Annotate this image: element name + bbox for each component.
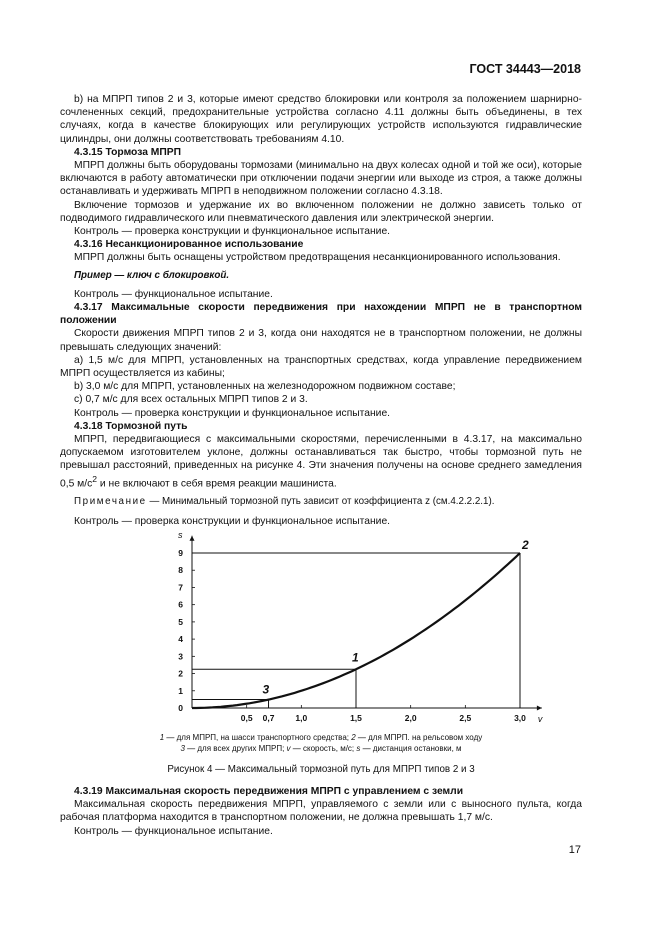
legend-2-key: 2 — (351, 733, 369, 742)
note-label: Примечание (74, 496, 147, 508)
y-tick-label: 8 (178, 565, 183, 576)
paragraph-brakes-2: Включение тормозов и удержание их во включенном положении не должно зависеть только от подводимого гидравлического или пневматического давления или электрической энергии. (60, 199, 582, 224)
y-tick-label: 2 (178, 668, 183, 679)
page-number: 17 (568, 844, 581, 856)
braking-text-pre: МПРП, передвигающиеся с максимальными скоростями, перечисленными в 4.3.17, на максимально допускаемом изготовителем уклоне, должны останавливаться так быстро, чтобы тормозной путь не превышал расстояний, приведенных на рисунке 4. Эти значения получены на основе среднего замедления 0,5 м/с (60, 434, 582, 490)
legend-1-key: 1 — (159, 733, 177, 742)
legend-line-1 (60, 732, 582, 743)
heading-4-3-17: 4.3.17 Максимальные скорости передвижения при нахождении МПРП не в транспортном положении (60, 302, 582, 327)
braking-text-post: и не включают в себя время реакции машиниста. (97, 478, 337, 490)
example-text: Пример — ключ с блокировкой. (74, 269, 230, 281)
x-tick-label: 0,7 (262, 713, 275, 723)
x-axis-label: v (537, 714, 543, 724)
superscript-2: 2 (92, 473, 98, 484)
x-axis-arrow (537, 706, 542, 711)
point-label-2: 2 (522, 538, 529, 552)
x-tick-label: 2,5 (459, 713, 472, 723)
braking-distance-chart (60, 532, 582, 762)
paragraph-speeds: Скорости движения МПРП типов 2 и 3, когда они находятся не в транспортном положении, не должны превышать следующих значений: (60, 328, 582, 353)
paragraph-ground-control: Максимальная скорость передвижения МПРП, управляемого с земли или с выносного пульта, когда рабочая платформа находится в транспортном положении, не должна превышать 1,7 м/с. (60, 799, 582, 824)
y-tick-label: 6 (178, 599, 183, 610)
x-tick-label: 0,5 (240, 713, 253, 723)
y-axis-label: s (178, 532, 183, 540)
figure-legend (60, 732, 582, 754)
y-tick-label: 3 (178, 651, 183, 662)
heading-4-3-16: 4.3.16 Несанкционированное использование (74, 239, 304, 251)
list-item-b: b) 3,0 м/с для МПРП, установленных на железнодорожном подвижном составе; (74, 381, 456, 393)
x-tick-label: 2,0 (404, 713, 417, 723)
x-tick-label: 3,0 (514, 713, 526, 723)
x-tick-label: 1,0 (295, 713, 308, 723)
y-tick-label: 1 (178, 685, 183, 696)
note-text: — Минимальный тормозной путь зависит от коэффициента z (см.4.2.2.2.1). (146, 496, 495, 508)
legend-line-2 (60, 743, 582, 754)
legend-s-text: дистанция остановки, м (372, 744, 462, 753)
legend-v-key: v — (286, 744, 303, 753)
paragraph-unauthorized-use: МПРП должны быть оснащены устройством предотвращения несанкционированного использования. (74, 252, 561, 264)
control-note-2: Контроль — функциональное испытание. (74, 288, 273, 300)
note (60, 495, 582, 508)
legend-3-text: для всех других МПРП; (197, 744, 287, 753)
paragraph-b-item: b) на МПРП типов 2 и 3, которые имеют средство блокировки или контроля за положением шарнирно-сочлененных секций, предохранительные устройства согласно 4.11 должны быть объединены, в тех случаях, когда в качестве блокирующих или регулирующих устройств используются гидравлические цилиндры, они должны соответствовать требованиям 4.10. (60, 94, 582, 145)
section-4-3-19 (60, 785, 582, 838)
paragraph-braking-distance (60, 433, 582, 490)
list-item-c: c) 0,7 м/с для всех остальных МПРП типов 2 и 3. (74, 394, 308, 406)
x-tick-label: 1,5 (350, 713, 362, 723)
paragraph-brakes-1: МПРП должны быть оборудованы тормозами (минимально на двух колесах одной и той же оси), которые включаются в работу автоматически при отключении подачи энергии или выходе из строя, а также должны останавливать и удерживать МПРП в неподвижном положении согласно 4.3.18. (60, 160, 582, 198)
heading-4-3-19: 4.3.19 Максимальная скорость передвижения МПРП с управлением с земли (74, 786, 464, 797)
y-tick-label: 0 (178, 703, 183, 713)
document-code: ГОСТ 34443—2018 (469, 62, 581, 76)
legend-s-key: s — (356, 744, 373, 753)
y-tick-label: 4 (178, 634, 183, 645)
legend-1-text: для МПРП, на шасси транспортного средства; (176, 733, 352, 742)
control-note-1: Контроль — проверка конструкции и функциональное испытание. (74, 226, 391, 238)
y-tick-label: 9 (178, 548, 183, 558)
control-note-4: Контроль — проверка конструкции и функциональное испытание. (74, 515, 391, 527)
y-tick-label: 5 (178, 616, 183, 627)
legend-2-text: для МПРП. на рельсовом ходу (368, 733, 483, 742)
control-note-3: Контроль — проверка конструкции и функциональное испытание. (74, 407, 391, 419)
y-axis-arrow (190, 536, 195, 541)
heading-4-3-18: 4.3.18 Тормозной путь (74, 420, 188, 432)
figure-caption: Рисунок 4 — Максимальный тормозной путь для МПРП типов 2 и 3 (167, 764, 475, 775)
main-text (60, 93, 582, 528)
chart-svg (60, 532, 582, 762)
y-tick-label: 7 (178, 582, 183, 593)
legend-v-text: скорость, м/с; (302, 744, 357, 753)
control-note-5: Контроль — функциональное испытание. (74, 825, 273, 837)
point-label-1: 1 (352, 650, 359, 665)
point-label-3: 3 (262, 682, 270, 697)
list-item-a: а) 1,5 м/с для МПРП, установленных на транспортных средствах, когда управление передвижением МПРП осуществляется из кабины; (60, 354, 582, 380)
legend-3-key: 3 — (180, 744, 198, 753)
heading-4-3-15: 4.3.15 Тормоза МПРП (74, 146, 182, 158)
